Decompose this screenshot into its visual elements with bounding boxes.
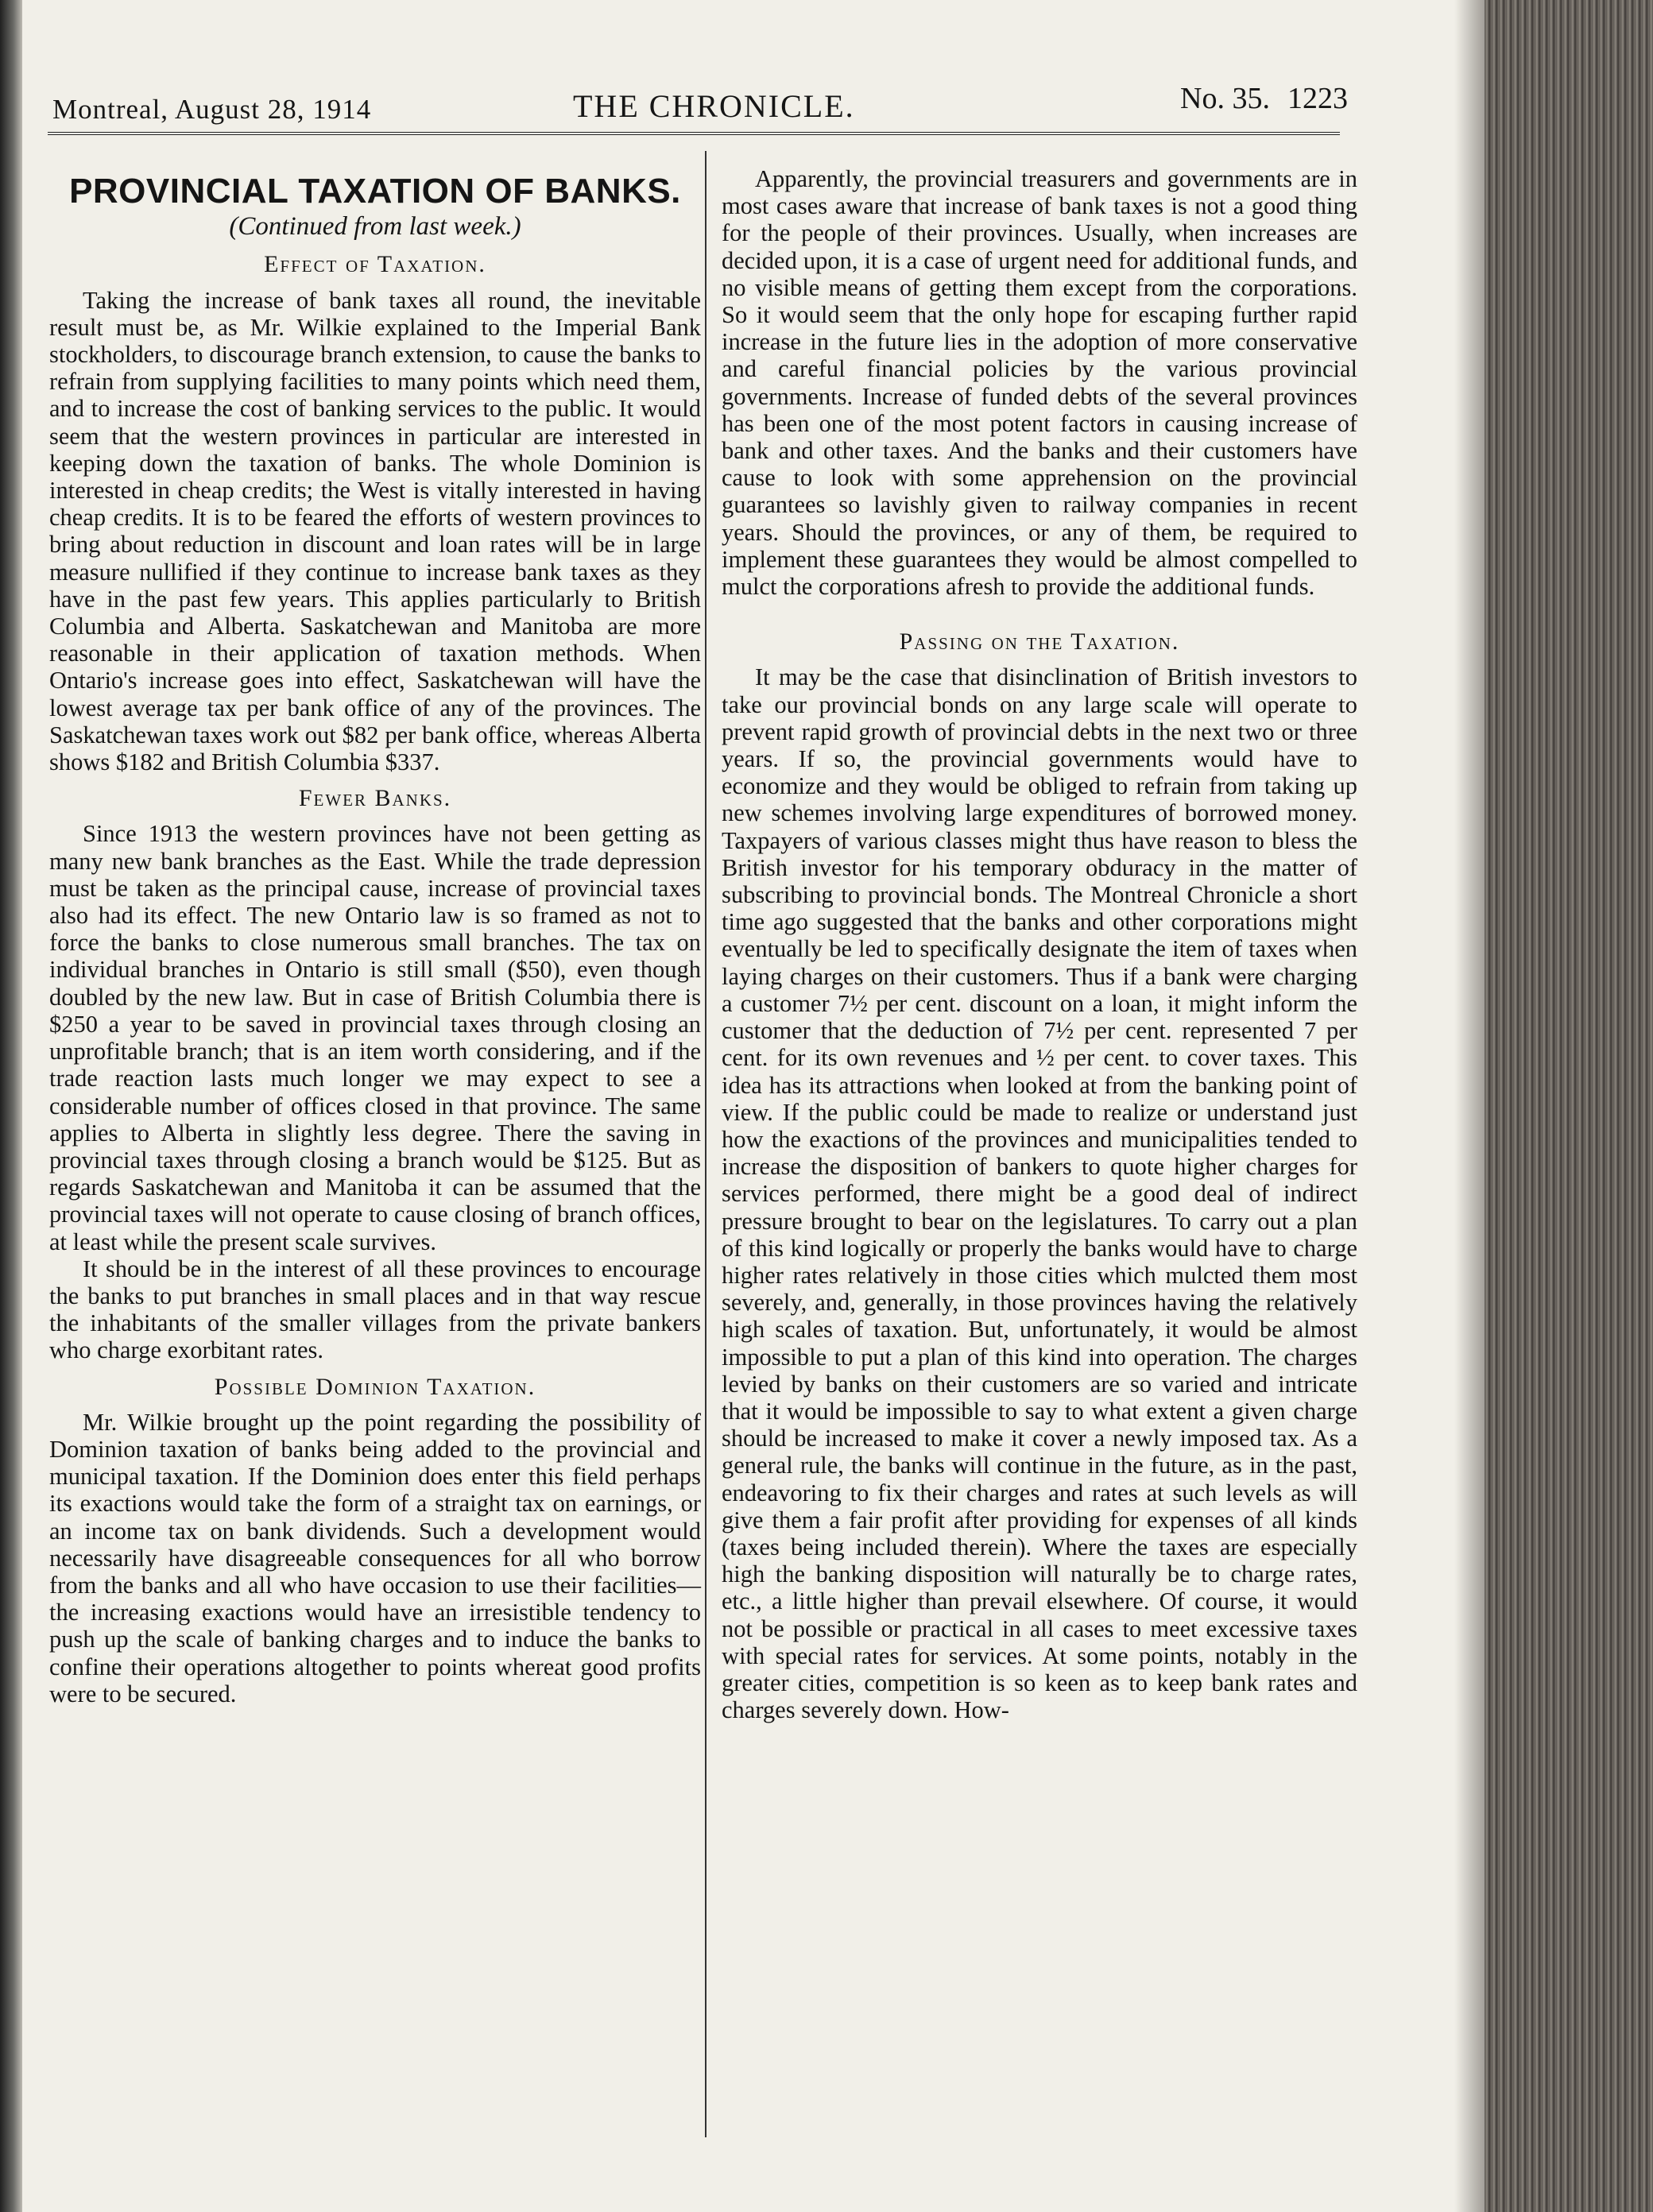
paragraph: Taking the increase of bank taxes all round, the inevitable result must be, as Mr. Wilkie explained to the Imperial Bank stockholders, to discourage branch extension, to cause the banks to refrain from supplying facilities to many points which need them, and to increase the cost of banking services to the public. It would seem that the western provinces in particular are interested in keeping down the taxation of banks. The whole Dominion is interested in cheap credits; the West is vitally interested in having cheap credits. It is to be feared the efforts of western provinces to bring about reduction in discount and loan rates will be in large measure nullified if they continue to increase bank taxes as they have in the past few years. This applies particularly to British Columbia and Alberta. Saskatchewan and Manitoba are more reasonable in their application of taxation methods. When Ontario's increase goes into effect, Saskatchewan will have the lowest average tax per bank office of any of the provinces. The Saskatchewan taxes work out $82 per bank office, whereas Alberta shows $182 and British Columbia $337. bbox=[49, 286, 701, 776]
left-binding-edge bbox=[0, 0, 22, 2212]
paragraph: Apparently, the provincial treasurers and governments are in most cases aware that increase of bank taxes is not a good thing for the people of their provinces. Usually, when increases are decided upon, it is a case of urgent need for additional funds, and no visible means of getting them except from the corporations. So it would seem that the only hope for escaping further rapid increase in the future lies in the adoption of more conservative and careful financial policies by the various provincial governments. Increase of funded debts of the several provinces has been one of the most potent factors in causing increase of bank and other taxes. And the banks and their customers have cause to look with some apprehension on the provincial guarantees so lavishly given to railway companies in recent years. Should the provinces, or any of them, be required to implement these guarantees they would be almost compelled to mulct the corporations afresh to provide the additional funds. bbox=[722, 165, 1357, 601]
section-heading-fewer-banks: Fewer Banks. bbox=[298, 785, 452, 812]
article-title: PROVINCIAL TAXATION OF BANKS. bbox=[69, 172, 681, 211]
page-header bbox=[52, 76, 1348, 132]
column-rule bbox=[705, 151, 706, 2137]
issue-and-page bbox=[1163, 81, 1348, 116]
section-heading-passing-on-the-taxation: Passing on the Taxation. bbox=[899, 628, 1180, 655]
stacked-page-edges bbox=[1485, 0, 1653, 2212]
paragraph: Since 1913 the western provinces have not been getting as many new bank branches as the East. While the trade depression must be taken as the principal cause, increase of provincial taxes also had its effect. The new Ontario law is so framed as not to force the banks to close numerous small branches. The tax on individual branches in Ontario is still small ($50), even though doubled by the new law. But in case of British Columbia there is $250 a year to be saved in provincial taxes through closing an unprofitable branch; that is an item worth considering, and if the trade reaction lasts much longer we may expect to see a considerable number of offices closed in that province. The same applies to Alberta in slightly less degree. There the saving in provincial taxes through closing a branch would be $125. But as regards Saskatchewan and Manitoba it can be assumed that the provincial taxes will not operate to cause closing of branch offices, at least while the present scale survives. bbox=[49, 820, 701, 1255]
paragraph: It should be in the interest of all these provinces to encourage the banks to put branches in small places and in that way rescue the inhabitants of the smaller villages from the private bankers who charge exorbitant rates. bbox=[49, 1255, 701, 1364]
gutter-shadow bbox=[1454, 0, 1486, 2212]
section-heading-effect-of-taxation: Effect of Taxation. bbox=[264, 251, 486, 278]
section-heading-possible-dominion-taxation: Possible Dominion Taxation. bbox=[214, 1373, 536, 1400]
paragraph: Mr. Wilkie brought up the point regarding the possibility of Dominion taxation of banks being added to the provincial and municipal taxation. If the Dominion does enter this field perhaps its exactions would take the form of a straight tax on earnings, or an income tax on bank dividends. Such a development would necessarily have disagreeable consequences for all who borrow from the banks and all who have occasion to use their facilities—the increasing exactions would have an irresistible tendency to push up the scale of banking charges and to induce the banks to confine their operations altogether to points whereat good profits were to be secured. bbox=[49, 1408, 701, 1707]
masthead: THE CHRONICLE. bbox=[573, 88, 855, 124]
header-rule bbox=[48, 132, 1340, 135]
page-number: 1223 bbox=[1287, 82, 1348, 115]
article-subtitle: (Continued from last week.) bbox=[229, 212, 521, 242]
left-column bbox=[49, 167, 701, 1707]
paragraph: It may be the case that disinclination of British investors to take our provincial bonds on any large scale will operate to prevent rapid growth of provincial debts in the next two or three years. If so, the provincial governments would have to economize and they would be obliged to refrain from taking up new schemes involving large expenditures of borrowed money. Taxpayers of various classes might thus have reason to bless the British investor for his temporary obduracy in the matter of subscribing to provincial bonds. The Montreal Chronicle a short time ago suggested that the banks and other corporations might eventually be led to specifically designate the item of taxes when laying charges on their customers. Thus if a bank were charging a customer 7½ per cent. discount on a loan, it might inform the customer that the deduction of 7½ per cent. represented 7 per cent. for its own revenues and ½ per cent. to cover taxes. This idea has its attractions when looked at from the banking point of view. If the public could be made to realize or understand just how the exactions of the provinces and municipalities tended to increase the disposition of bankers to quote higher charges for services performed, there might be a good deal of indirect pressure brought to bear on the legislatures. To carry out a plan of this kind logically or properly the banks would have to charge higher rates relatively in those cities which mulcted them most severely, and, generally, in those provinces having the relatively high scales of taxation. But, unfortunately, it would be almost impossible to put a plan of this kind into operation. The charges levied by banks on their customers are so varied and intricate that it would be impossible to say to what extent a given charge should be increased to make it cover a newly imposed tax. As a general rule, the banks will continue in the future, as in the past, endeavoring to fix their charges and rates at such levels as will give them a fair profit after providing for expenses of all kinds (taxes being included therein). Where the taxes are especially high the banking disposition will naturally be to charge rates, etc., a little higher than prevail elsewhere. Of course, it would not be possible or practical in all cases to meet excessive taxes with special rates for services. At some points, notably in the greater cities, competition is so keen as to keep bank rates and charges severely down. How- bbox=[722, 663, 1357, 1724]
issue-number: No. 35. bbox=[1180, 82, 1270, 115]
right-column bbox=[722, 165, 1357, 1723]
dateline: Montreal, August 28, 1914 bbox=[52, 94, 372, 125]
